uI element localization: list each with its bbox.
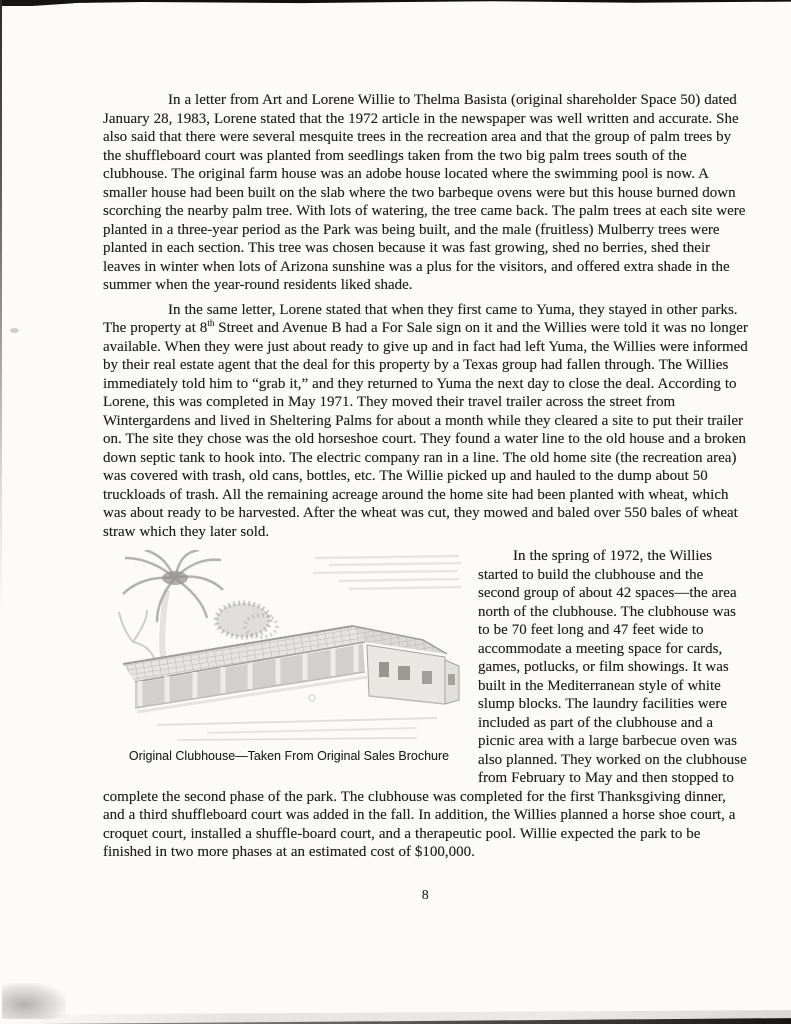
clubhouse-end-wall xyxy=(367,645,459,704)
paragraph-2-text-a: In the same letter, Lorene stated that when they first came to Yuma, they stayed in other parks. The property at 8 xyxy=(103,301,738,336)
scan-corner-smudge xyxy=(2,983,66,1019)
paragraph-2-text-b: Street and Avenue B had a For Sale sign on it and the Willies were told it was no longer available. When they were just about ready to give up and in fact had left Yuma, the Willies were informed by their real estate agent that the deal for this property by a Texas group had fallen through. The Willies immediately told him to “grab it,” and they returned to Yuma the next day to close the deal. According to Lorene, this was completed in May 1971. They moved their travel trailer across the street from Wintergardens and lived in Sheltering Palms for about a month while they cleared a site to put their trailer on. The site they chose was the old horseshoe court. They found a water line to the old house and a broken down septic tank to hook into. The electric company ran in a line. The old home site (the recreation area) was covered with trash, old cans, bottles, etc. The Willie picked up and hauled to the dump about 50 truckloads of trash. All the remaining acreage around the home site had been planted with wheat, which was about ready to be harvested. After the wheat was cut, they mowed and baled over 550 bales of wheat straw which they later sold. xyxy=(103,320,748,540)
ordinal-superscript: th xyxy=(207,318,215,328)
page-number: 8 xyxy=(421,887,430,903)
bushy-tree xyxy=(216,603,277,637)
palm-tree xyxy=(119,550,223,660)
clubhouse-figure xyxy=(117,550,461,764)
paragraph-2 xyxy=(103,301,748,542)
paragraph-1: In a letter from Art and Lorene Willie to Thelma Basista (original shareholder Space 50) dated January 28, 1983, Lorene stated that the 1972 article in the newspaper was well written and accurate. She also said that there were several mesquite trees in the recreation area and that the group of palm trees by the shuffleboard court was planted from seedlings taken from the two big palm trees south of the clubhouse. The original farm house was an adobe house located where the swimming pool is now. A smaller house had been built on the slab where the two barbeque ovens were but this house burned down scorching the nearby palm tree. With lots of watering, the tree came back. The palm trees at each site were planted in a three-year period as the Park was being built, and the male (fruitless) Mulberry trees were planted in each section. This tree was chosen because it was fast growing, shed no berries, shed their leaves in winter when lots of Arizona sunshine was a plus for the visitors, and offered extra shade in the summer when the year-round residents liked shade. xyxy=(103,92,746,293)
figure-caption: Original Clubhouse—Taken From Original Sales Brochure xyxy=(128,749,450,763)
paragraph-3: In the spring of 1972, the Willies started to build the clubhouse and the second group of about 42 spaces—the area north of the clubhouse. The clubhouse was to be 70 feet long and 47 feet wide to accommodate a meeting space for cards, games, potlucks, or film showings. It was built in the Mediterranean style of white slump blocks. The laundry facilities were included as part of the clubhouse and a picnic area with a large barbecue oven was also planned. They worked on the clubhouse from February to May and then stopped to complete the second phase of the park. The clubhouse was completed for the first Thanksgiving dinner, and a third shuffleboard court was added in the fall. In addition, the Willies planned a horse shoe court, a croquet court, installed a shuffle-board court, and a therapeutic pool. Willie expected the park to be finished in two more phases at an estimated cost of $100,000. xyxy=(103,548,747,860)
sky-hatching xyxy=(313,556,461,589)
clubhouse-illustration xyxy=(117,550,461,743)
paragraph-3-block xyxy=(103,547,748,862)
